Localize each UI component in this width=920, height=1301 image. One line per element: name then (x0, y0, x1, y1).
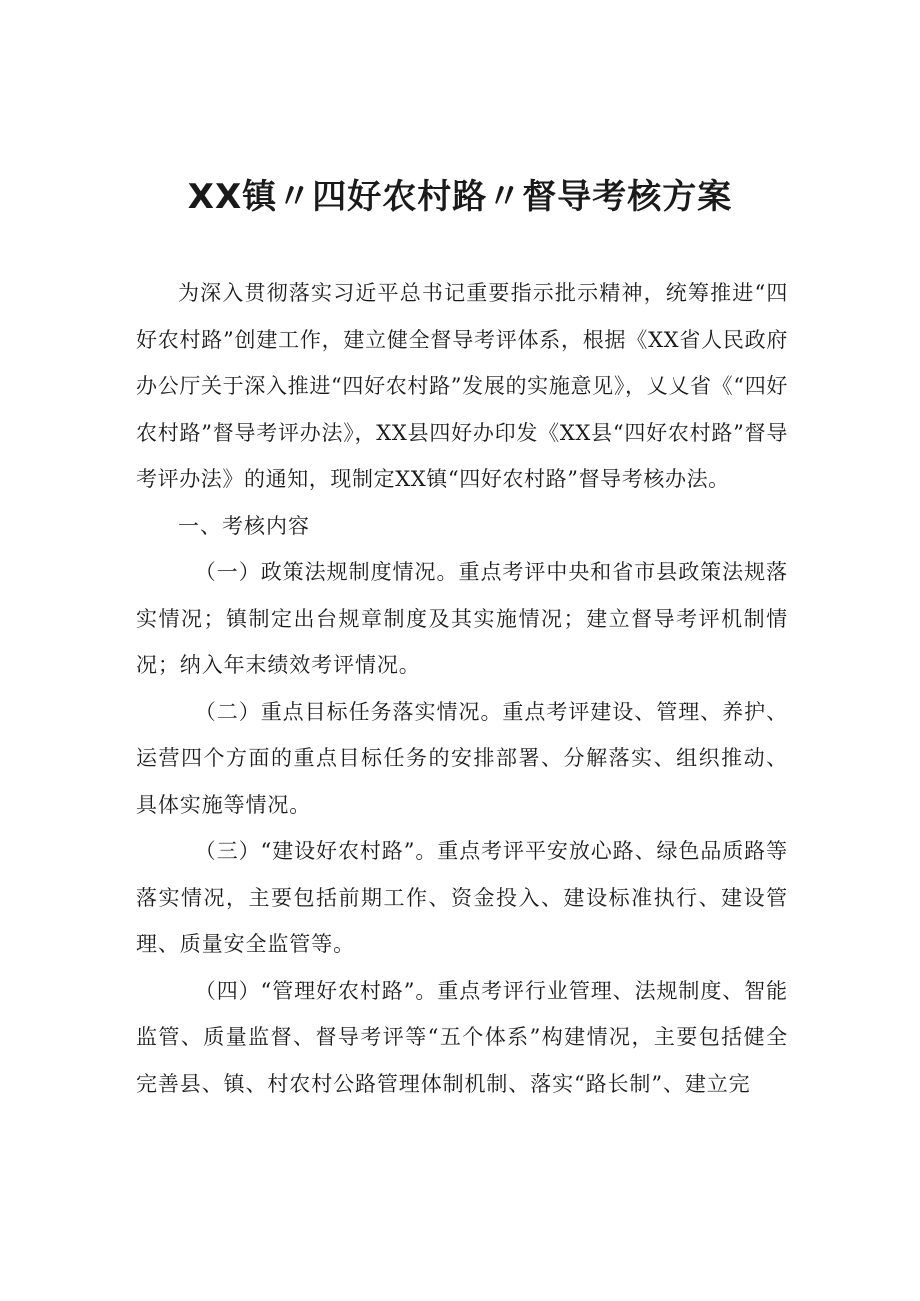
document-body (136, 270, 788, 1107)
document-title: XX镇〃四好农村路〃督导考核方案 (187, 177, 733, 217)
intro-paragraph: 为深入贯彻落实习近平总书记重要指示批示精神，统筹推进“四好农村路”创建工作，建立健全督导考评体系，根据《XX省人民政府办公厅关于深入推进“四好农村路”发展的实施意见》，乂乂省《“四好农村路”督导考评办法》，XX县四好办印发《XX县“四好农村路”督导考评办法》的通知，现制定XX镇“四好农村路”督导考核办法。 (136, 281, 788, 491)
item-paragraph-1: （一）政策法规制度情况。重点考评中央和省市县政策法规落实情况；镇制定出台规章制度及其实施情况；建立督导考评机制情况；纳入年末绩效考评情况。 (136, 560, 788, 677)
section-heading-assessment-content: 一、考核内容 (178, 513, 310, 538)
item-paragraph-2: （二）重点目标任务落实情况。重点考评建设、管理、养护、运营四个方面的重点目标任务的安排部署、分解落实、组织推动、具体实施等情况。 (136, 699, 788, 817)
item-paragraph-4: （四）“管理好农村路”。重点考评行业管理、法规制度、智能监管、质量监督、督导考评等“五个体系”构建情况，主要包括健全完善县、镇、村农村公路管理体制机制、落实“路长制”、建立完 (136, 978, 788, 1096)
item-paragraph-3: （三）“建设好农村路”。重点考评平安放心路、绿色品质路等落实情况，主要包括前期工作、资金投入、建设标准执行、建设管理、质量安全监管等。 (136, 839, 788, 956)
